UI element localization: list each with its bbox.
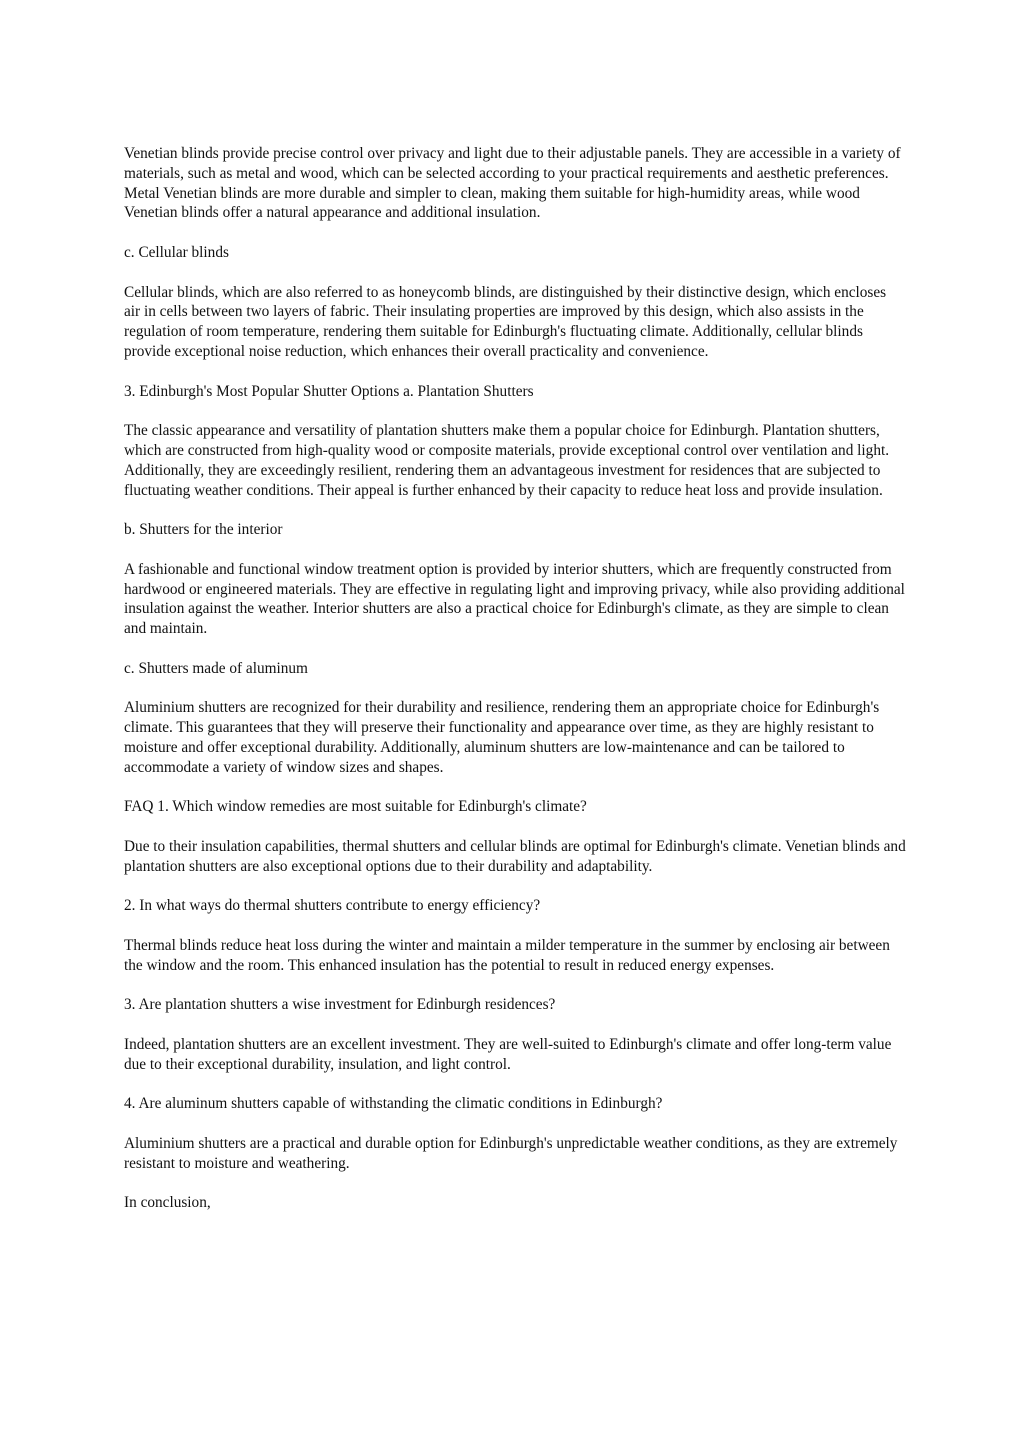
paragraph-venetian-blinds: Venetian blinds provide precise control over privacy and light due to their adjustable panels. They are accessible in a variety of materials, such as metal and wood, which can be selected according to your practical requirements and aesthetic preferences. Metal Venetian blinds are more durable and simpler to clean, making them suitable for high-humidity areas, while wood Venetian blinds offer a natural appearance and additional insulation. — [124, 145, 901, 222]
faq-question-1: FAQ 1. Which window remedies are most suitable for Edinburgh's climate? — [124, 798, 587, 816]
paragraph-cellular-blinds: Cellular blinds, which are also referred to as honeycomb blinds, are distinguished by their distinctive design, which encloses air in cells between two layers of fabric. Their insulating properties are improved by this design, which also assists in the regulation of room temperature, rendering them suitable for Edinburgh's fluctuating climate. Additionally, cellular blinds provide exceptional noise reduction, which enhances their overall practicality and convenience. — [124, 283, 887, 360]
heading-interior-shutters: b. Shutters for the interior — [124, 521, 283, 539]
faq-question-4: 4. Are aluminum shutters capable of withstanding the climatic conditions in Edinburgh? — [124, 1095, 663, 1113]
heading-popular-shutter-options: 3. Edinburgh's Most Popular Shutter Options a. Plantation Shutters — [124, 382, 534, 400]
faq-answer-1: Due to their insulation capabilities, thermal shutters and cellular blinds are optimal for Edinburgh's climate. Venetian blinds and plantation shutters are also exceptional options due to their durability and adaptability. — [124, 837, 906, 875]
document-body — [124, 144, 906, 1233]
faq-answer-2: Thermal blinds reduce heat loss during the winter and maintain a milder temperature in the summer by enclosing air between the window and the room. This enhanced insulation has the potential to result in reduced energy expenses. — [124, 936, 890, 974]
faq-question-2: 2. In what ways do thermal shutters contribute to energy efficiency? — [124, 897, 541, 915]
paragraph-aluminum-shutters: Aluminium shutters are recognized for their durability and resilience, rendering them an appropriate choice for Edinburgh's climate. This guarantees that they will preserve their functionality and appearance over time, as they are highly resistant to moisture and offer exceptional durability. Additionally, aluminum shutters are low-maintenance and can be tailored to accommodate a variety of window sizes and shapes. — [124, 699, 880, 776]
paragraph-interior-shutters: A fashionable and functional window treatment option is provided by interior shutters, which are frequently constructed from hardwood or engineered materials. They are effective in regulating light and improving privacy, while also providing additional insulation against the weather. Interior shutters are also a practical choice for Edinburgh's climate, as they are simple to clean and maintain. — [124, 560, 905, 638]
conclusion-heading: In conclusion, — [124, 1194, 211, 1212]
heading-aluminum-shutters: c. Shutters made of aluminum — [124, 659, 308, 677]
paragraph-plantation-shutters: The classic appearance and versatility of plantation shutters make them a popular choice for Edinburgh. Plantation shutters, which are constructed from high-quality wood or composite materials, provide exceptional control over ventilation and light. Additionally, they are exceedingly resilient, rendering them an advantageous investment for residences that are subjected to fluctuating weather conditions. Their appeal is further enhanced by their capacity to reduce heat loss and provide insulation. — [124, 422, 890, 499]
faq-answer-3: Indeed, plantation shutters are an excellent investment. They are well-suited to Edinburgh's climate and offer long-term value due to their exceptional durability, insulation, and light control. — [124, 1035, 892, 1073]
faq-answer-4: Aluminium shutters are a practical and durable option for Edinburgh's unpredictable weather conditions, as they are extremely resistant to moisture and weathering. — [124, 1134, 898, 1172]
faq-question-3: 3. Are plantation shutters a wise investment for Edinburgh residences? — [124, 996, 556, 1014]
heading-cellular-blinds: c. Cellular blinds — [124, 243, 229, 261]
